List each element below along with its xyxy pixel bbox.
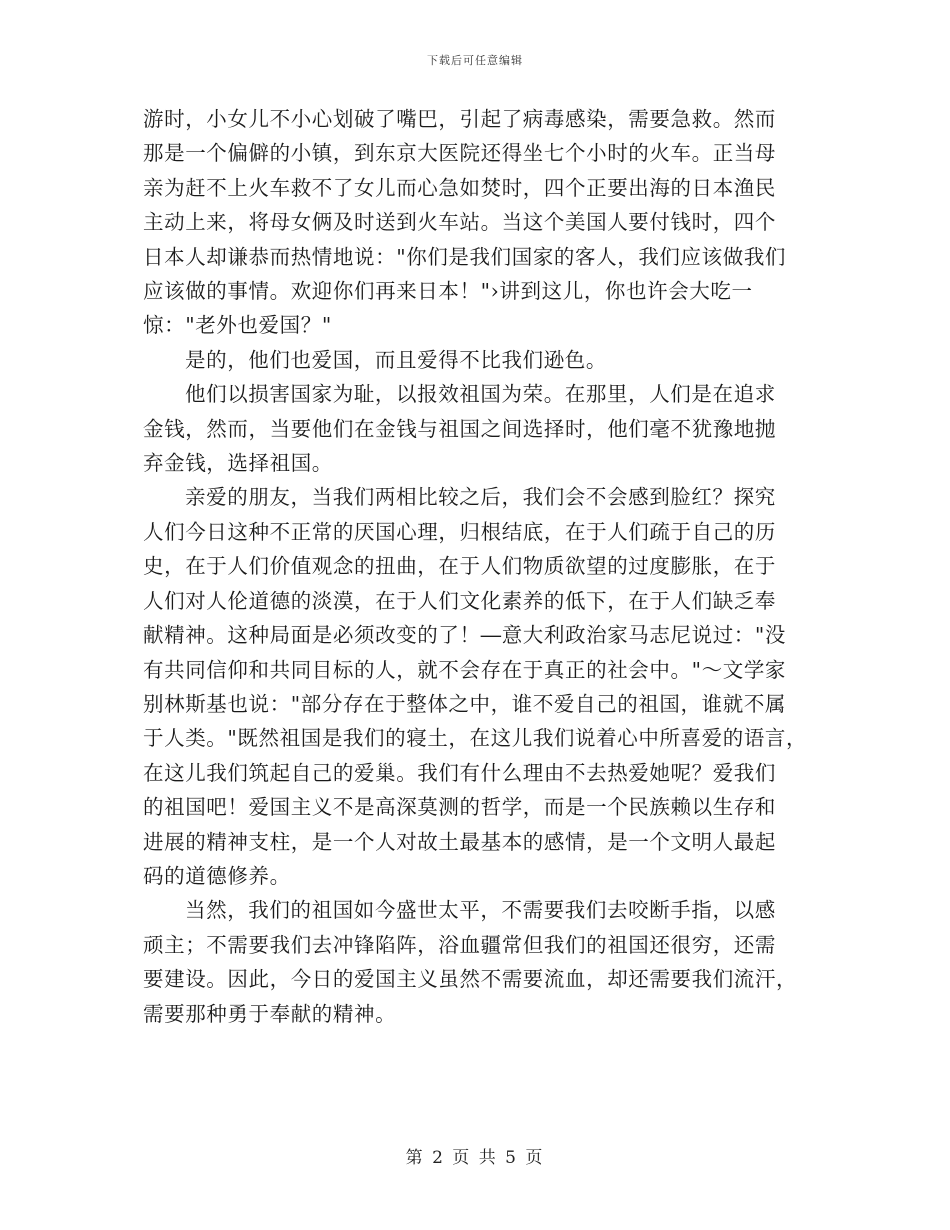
text-line: 需要那种勇于奉献的精神。 — [143, 1001, 397, 1026]
text-line: 是的，他们也爱国，而且爱得不比我们逊色。 — [185, 347, 607, 372]
text-line: 当然，我们的祖国如今盛世太平，不需要我们去咬断手指，以感 — [185, 898, 776, 923]
paragraph — [143, 343, 813, 377]
document-body — [143, 102, 813, 1031]
text-line: 人们今日这种不正常的厌国心理，归根结底，在于人们疏于自己的历 — [143, 519, 776, 544]
text-line: 惊："老外也爱国？" — [143, 313, 332, 338]
text-line: 在这儿我们筑起自己的爱巢。我们有什么理由不去热爱她呢？爱我们 — [143, 760, 776, 785]
page-header: 下载后可任意编辑 — [427, 54, 523, 67]
text-line: 弃金钱，选择祖国。 — [143, 451, 333, 476]
paragraph — [143, 102, 813, 343]
text-line: 码的道德修养。 — [143, 863, 291, 888]
text-line: 有共同信仰和共同目标的人，就不会存在于真正的社会中。"～文学家 — [143, 657, 787, 682]
text-line: 亲爱的朋友，当我们两相比较之后，我们会不会感到脸红？探究 — [185, 485, 776, 510]
text-line: 人们对人伦道德的淡漠，在于人们文化素养的低下，在于人们缺乏奉 — [143, 588, 776, 613]
text-line: 他们以损害国家为耻，以报效祖国为荣。在那里，人们是在追求 — [185, 382, 776, 407]
text-line: 于人类。"既然祖国是我们的寝土，在这儿我们说着心中所喜爱的语言， — [143, 726, 808, 751]
text-line: 游时，小女儿不小心划破了嘴巴，引起了病毒感染，需要急救。然而 — [143, 107, 776, 131]
text-line: 应该做的事情。欢迎你们再来日本！"›讲到这儿，你也许会大吃一 — [143, 279, 753, 304]
paragraph — [143, 893, 813, 1031]
text-line: 要建设。因此，今日的爱国主义虽然不需要流血，却还需要我们流汗， — [143, 967, 798, 992]
text-line: 别林斯基也说："部分存在于整体之中，谁不爱自己的祖国，谁就不属 — [143, 691, 787, 716]
text-line: 亲为赶不上火车救不了女儿而心急如焚时，四个正要出海的日本渔民 — [143, 175, 776, 200]
text-line: 进展的精神支柱，是一个人对故土最基本的感情，是一个文明人最起 — [143, 829, 776, 854]
page-number-footer: 第 2 页 共 5 页 — [405, 1148, 545, 1168]
text-line: 的祖国吧！爱国主义不是高深莫测的哲学，而是一个民族赖以生存和 — [143, 795, 776, 820]
text-line: 献精神。这种局面是必须改变的了！―意大利政治家马志尼说过："没 — [143, 623, 787, 648]
text-line: 顽主；不需要我们去冲锋陷阵，浴血疆常但我们的祖国还很穷，还需 — [143, 932, 776, 957]
text-line: 金钱，然而，当要他们在金钱与祖国之间选择时，他们毫不犹豫地抛 — [143, 416, 776, 441]
paragraph — [143, 377, 813, 480]
paragraph — [143, 480, 813, 893]
text-line: 日本人却谦恭而热情地说："你们是我们国家的客人，我们应该做我们 — [143, 244, 787, 269]
text-line: 那是一个偏僻的小镇，到东京大医院还得坐七个小时的火车。正当母 — [143, 141, 776, 166]
text-line: 主动上来，将母女俩及时送到火车站。当这个美国人要付钱时，四个 — [143, 210, 776, 235]
text-line: 史，在于人们价值观念的扭曲，在于人们物质欲望的过度膨胀，在于 — [143, 554, 776, 579]
